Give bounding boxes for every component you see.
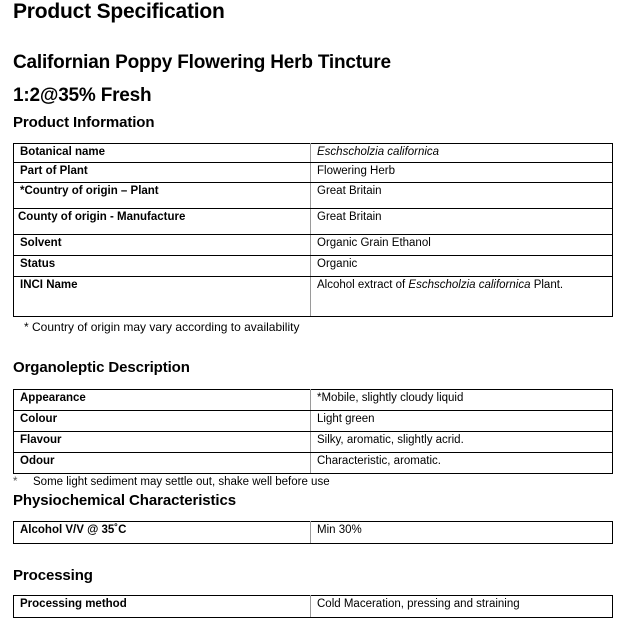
row-value [311,277,613,317]
row-label: Part of Plant [14,163,311,183]
row-value: Silky, aromatic, slightly acrid. [311,432,613,453]
table-row [14,277,613,317]
table-row [14,596,613,618]
row-value: Characteristic, aromatic. [311,453,613,474]
physiochemical-table [13,521,613,544]
row-value: *Mobile, slightly cloudy liquid [311,390,613,411]
country-origin-footnote: * Country of origin may vary according to availability [24,320,300,334]
row-value: Cold Maceration, pressing and straining [311,596,613,618]
table-row [14,453,613,474]
section-heading-organoleptic: Organoleptic Description [13,359,190,376]
inci-prefix: Alcohol extract of [317,279,409,291]
table-row [14,235,613,256]
sediment-footnote [13,476,330,488]
table-row [14,209,613,235]
footnote-marker: * [13,476,18,488]
botanical-name-value: Eschscholzia californica [317,146,440,158]
inci-italic: Eschscholzia californica [408,279,531,291]
row-label: INCI Name [14,277,311,317]
row-value [311,144,613,163]
row-label: Flavour [14,432,311,453]
row-label: Appearance [14,390,311,411]
row-value: Great Britain [311,209,613,235]
table-row [14,432,613,453]
row-label: *Country of origin – Plant [14,183,311,209]
row-label: County of origin - Manufacture [14,209,311,235]
row-label: Processing method [14,596,311,618]
product-name-line1: Californian Poppy Flowering Herb Tincture [13,52,391,73]
row-value: Organic [311,256,613,277]
table-row [14,183,613,209]
table-row [14,163,613,183]
table-row [14,411,613,432]
row-value: Light green [311,411,613,432]
section-heading-processing: Processing [13,567,93,584]
product-name-line2: 1:2@35% Fresh [13,85,152,106]
row-label: Botanical name [14,144,311,163]
footnote-text: Some light sediment may settle out, shake well before use [33,476,330,488]
page-title: Product Specification [13,0,225,23]
section-heading-product-information: Product Information [13,114,155,131]
inci-suffix: Plant. [530,279,564,291]
row-value: Great Britain [311,183,613,209]
row-label: Alcohol V/V @ 35˚C [14,522,311,544]
product-information-table [13,143,613,317]
section-heading-physiochemical: Physiochemical Characteristics [13,492,236,509]
processing-table [13,595,613,618]
row-value: Flowering Herb [311,163,613,183]
table-row [14,256,613,277]
row-value: Organic Grain Ethanol [311,235,613,256]
row-label: Odour [14,453,311,474]
row-value: Min 30% [311,522,613,544]
row-label: Status [14,256,311,277]
organoleptic-table [13,389,613,474]
row-label: Solvent [14,235,311,256]
table-row [14,144,613,163]
row-label: Colour [14,411,311,432]
table-row [14,390,613,411]
table-row [14,522,613,544]
